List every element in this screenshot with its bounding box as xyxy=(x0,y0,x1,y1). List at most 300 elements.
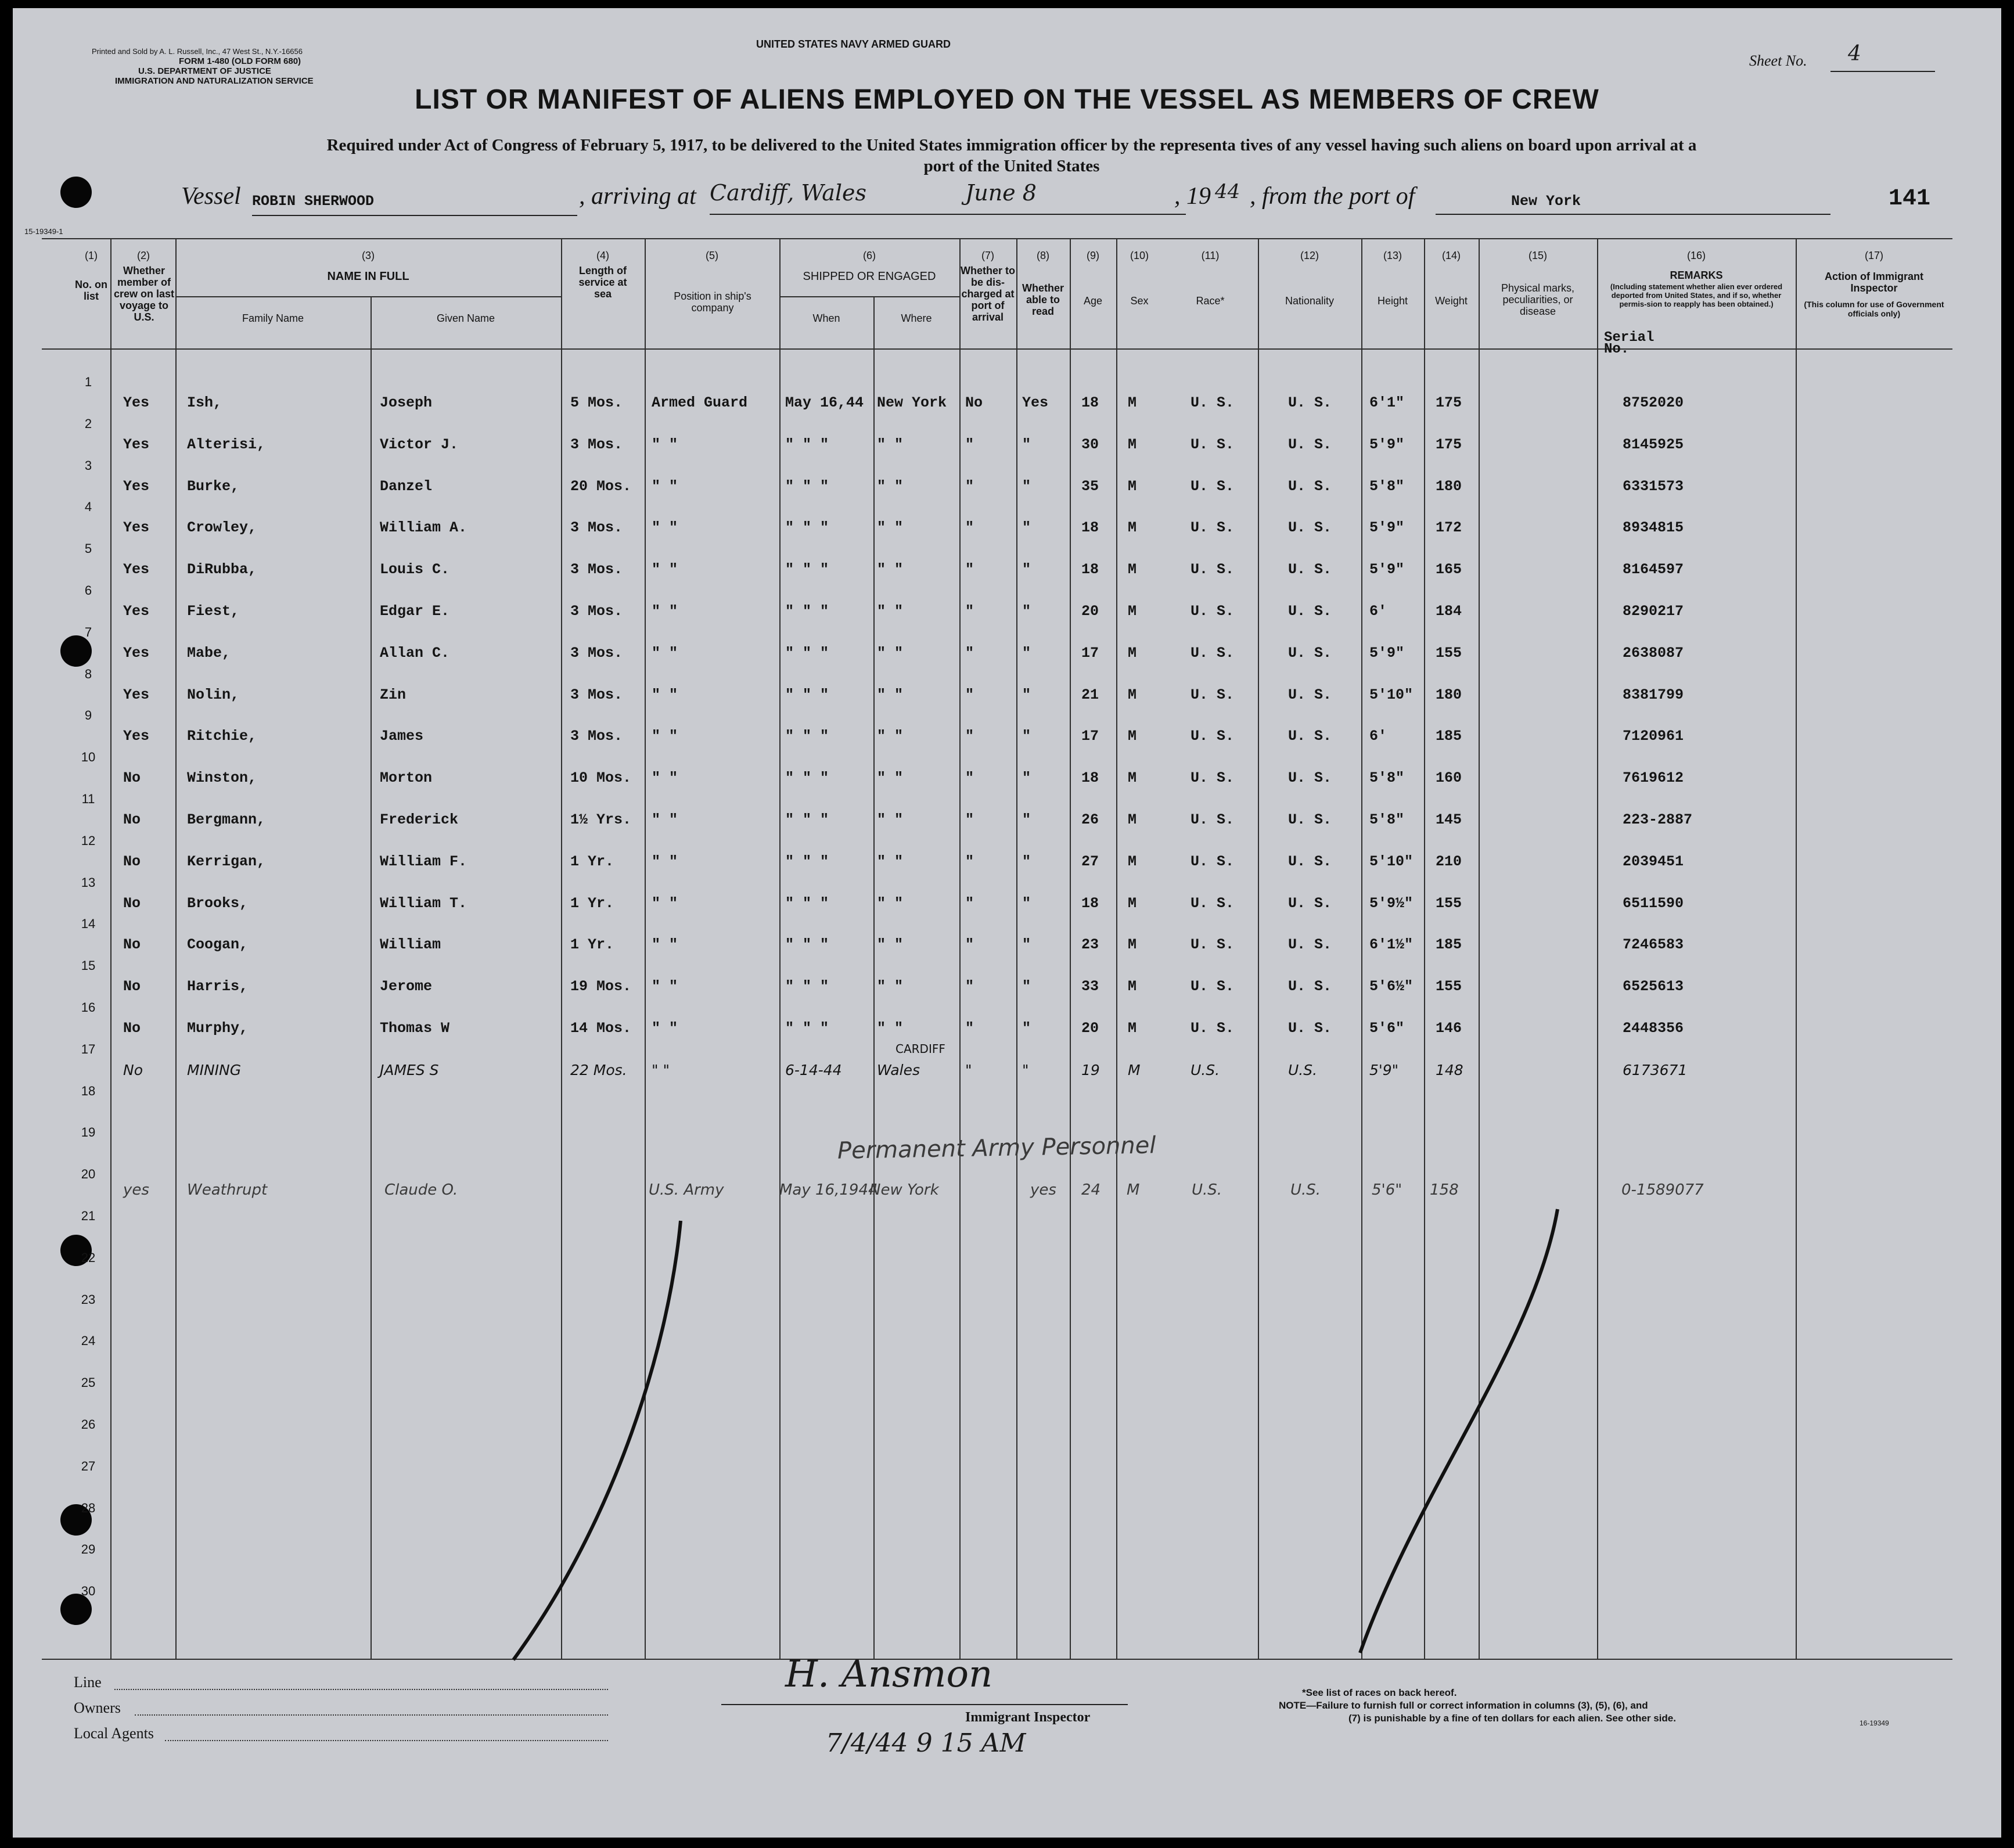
cell-discharged: " xyxy=(965,853,974,870)
cell-able-to-read: " xyxy=(1022,436,1031,453)
service-line: IMMIGRATION AND NATURALIZATION SERVICE xyxy=(115,76,314,86)
empty-row-number: 22 xyxy=(81,1250,96,1265)
strike-stroke-right xyxy=(1360,1209,1558,1653)
col8-header: Whether able to read xyxy=(1022,282,1064,317)
cell-able-to-read: " xyxy=(1022,770,1031,787)
cell-age: 18 xyxy=(1081,894,1099,912)
col10-header: Sex xyxy=(1130,295,1149,307)
cell-serial: 8164597 xyxy=(1623,561,1684,578)
cell-height: 5'10" xyxy=(1369,853,1414,870)
cell-service-length: 3 Mos. xyxy=(570,519,623,537)
cell-nationality: U. S. xyxy=(1288,603,1332,620)
empty-row-number: 26 xyxy=(81,1417,96,1432)
col4-header: Length of service at sea xyxy=(578,265,627,300)
cell-able-to-read: " xyxy=(1022,853,1031,870)
cell-age: 23 xyxy=(1081,936,1099,954)
col16-number: (16) xyxy=(1686,250,1706,261)
empty-row-number: 30 xyxy=(81,1584,96,1599)
cell-age: 18 xyxy=(1081,394,1099,411)
cell-family-name: Coogan, xyxy=(187,936,249,954)
cell-able-to-read: " xyxy=(1022,728,1031,745)
empty-row-number: 25 xyxy=(81,1375,96,1390)
empty-row-number: 24 xyxy=(81,1333,96,1349)
cell-position: " " xyxy=(652,436,678,453)
cell-age: 27 xyxy=(1081,853,1099,870)
cell-discharged: " xyxy=(965,686,974,703)
col16-note: (Including statement whether alien ever ordered deported from United States, and if so, whether permis-sion to reapply has been obtained.) xyxy=(1610,282,1783,308)
empty-row-number: 28 xyxy=(81,1500,96,1515)
cell-weight: 155 xyxy=(1436,894,1462,912)
cell-race: U. S. xyxy=(1191,978,1235,995)
cell-service-length: 5 Mos. xyxy=(570,394,623,411)
from-port: New York xyxy=(1436,193,1830,215)
cell-height: 5'6½" xyxy=(1369,978,1414,995)
cell-shipped-when: " " " xyxy=(785,728,829,745)
pencil-cell-last: yes xyxy=(123,1181,149,1199)
cell-given-name: Thomas W xyxy=(380,1020,450,1037)
cell-weight: 145 xyxy=(1436,811,1462,828)
cell-service-length: 1 Yr. xyxy=(570,936,614,954)
cell-last-voyage: Yes xyxy=(123,603,150,620)
col11-header: Race* xyxy=(1196,295,1225,307)
line-label: Line xyxy=(74,1674,102,1691)
cell-position: " " xyxy=(652,603,678,620)
col7-number: (7) xyxy=(981,250,994,261)
cell-last-voyage: Yes xyxy=(123,477,150,495)
cell-shipped-when: " " " xyxy=(785,978,829,995)
cell-race: U. S. xyxy=(1191,1020,1235,1037)
cell-race: U. S. xyxy=(1191,561,1235,578)
cell-shipped-when: " " " xyxy=(785,811,829,828)
cell-serial: 6511590 xyxy=(1623,894,1684,912)
cell-weight: 146 xyxy=(1436,1020,1462,1037)
col6b-header: Where xyxy=(901,312,932,324)
cell-nationality: U.S. xyxy=(1288,1061,1318,1078)
cell-position: " " xyxy=(652,1061,670,1078)
cell-shipped-where: " " xyxy=(877,894,904,912)
cell-position: " " xyxy=(652,853,678,870)
cell-shipped-when: " " " xyxy=(785,603,829,620)
cell-race: U.S. xyxy=(1191,1061,1220,1078)
cell-row-number: 1 xyxy=(84,375,92,389)
cell-weight: 155 xyxy=(1436,978,1462,995)
cell-row-number: 12 xyxy=(81,833,96,848)
cell-shipped-when: " " " xyxy=(785,936,829,954)
cell-shipped-where: " " xyxy=(877,811,904,828)
cell-position: " " xyxy=(652,644,678,661)
cell-last-voyage: No xyxy=(123,1061,143,1078)
cell-shipped-when: " " " xyxy=(785,477,829,495)
cell-nationality: U. S. xyxy=(1288,978,1332,995)
cell-shipped-when: May 16,44 xyxy=(785,394,864,411)
cell-shipped-where: " " xyxy=(877,644,904,661)
cell-last-voyage: Yes xyxy=(123,728,150,745)
cell-age: 33 xyxy=(1081,978,1099,995)
cell-nationality: U. S. xyxy=(1288,770,1332,787)
cell-discharged: " xyxy=(965,894,974,912)
cell-height: 5'6" xyxy=(1369,1020,1405,1037)
cell-serial: 6331573 xyxy=(1623,477,1684,495)
agents-label: Local Agents xyxy=(74,1725,154,1742)
cell-able-to-read: " xyxy=(1022,1020,1031,1037)
cell-shipped-where: " " xyxy=(877,978,904,995)
department-line: U.S. DEPARTMENT OF JUSTICE xyxy=(138,66,271,76)
cell-discharged: " xyxy=(965,1061,972,1078)
cell-nationality: U. S. xyxy=(1288,853,1332,870)
inspector-title: Immigrant Inspector xyxy=(965,1710,1091,1725)
cell-age: 18 xyxy=(1081,561,1099,578)
cell-nationality: U. S. xyxy=(1288,644,1332,661)
cell-last-voyage: No xyxy=(123,936,141,954)
cell-nationality: U. S. xyxy=(1288,894,1332,912)
cell-family-name: Nolin, xyxy=(187,686,240,703)
cell-sex: M xyxy=(1128,477,1137,495)
cell-able-to-read: " xyxy=(1022,519,1031,537)
cell-family-name: Brooks, xyxy=(187,894,249,912)
cell-age: 20 xyxy=(1081,1020,1099,1037)
cell-race: U. S. xyxy=(1191,894,1235,912)
empty-row-number: 23 xyxy=(81,1292,96,1307)
col16-header: REMARKS xyxy=(1670,269,1723,281)
cell-family-name: Crowley, xyxy=(187,519,257,537)
cell-age: 17 xyxy=(1081,644,1099,661)
cell-service-length: 10 Mos. xyxy=(570,770,632,787)
cell-shipped-when: " " " xyxy=(785,561,829,578)
cell-sex: M xyxy=(1128,1020,1137,1037)
col5-number: (5) xyxy=(706,250,718,261)
cell-family-name: Kerrigan, xyxy=(187,853,266,870)
cell-shipped-when: " " " xyxy=(785,853,829,870)
cell-height: 5'9" xyxy=(1369,436,1405,453)
cell-discharged: " xyxy=(965,811,974,828)
cell-race: U. S. xyxy=(1191,436,1235,453)
col8-number: (8) xyxy=(1037,250,1049,261)
cell-discharged: " xyxy=(965,561,974,578)
cell-discharged: " xyxy=(965,936,974,954)
cell-serial: 2039451 xyxy=(1623,853,1684,870)
cell-sex: M xyxy=(1128,894,1137,912)
cell-position: " " xyxy=(652,519,678,537)
cell-race: U. S. xyxy=(1191,811,1235,828)
navy-stamp: UNITED STATES NAVY ARMED GUARD xyxy=(756,38,951,50)
cell-cardiff-note: CARDIFF xyxy=(895,1041,945,1056)
cell-family-name: Winston, xyxy=(187,770,257,787)
cell-given-name: Frederick xyxy=(380,811,459,828)
cell-serial: 7619612 xyxy=(1623,770,1684,787)
cell-sex: M xyxy=(1128,644,1137,661)
cell-given-name: Morton xyxy=(380,770,433,787)
col9-number: (9) xyxy=(1087,250,1099,261)
sheet-number: 4 xyxy=(1830,42,1935,72)
col10-number: (10) xyxy=(1130,250,1149,261)
cell-weight: 175 xyxy=(1436,394,1462,411)
cell-discharged: " xyxy=(965,477,974,495)
cell-discharged: " xyxy=(965,1020,974,1037)
cell-family-name: MINING xyxy=(187,1061,242,1078)
cell-service-length: 3 Mos. xyxy=(570,686,623,703)
cell-discharged: " xyxy=(965,644,974,661)
cell-family-name: Fiest, xyxy=(187,603,240,620)
cell-weight: 165 xyxy=(1436,561,1462,578)
cell-family-name: DiRubba, xyxy=(187,561,257,578)
cell-last-voyage: Yes xyxy=(123,644,150,661)
cell-age: 26 xyxy=(1081,811,1099,828)
note-line-2: (7) is punishable by a fine of ten dollars for each alien. See other side. xyxy=(1348,1713,1676,1724)
cell-age: 21 xyxy=(1081,686,1099,703)
cell-row-number: 15 xyxy=(81,958,96,973)
cell-sex: M xyxy=(1128,436,1137,453)
cell-nationality: U. S. xyxy=(1288,436,1332,453)
cell-position: " " xyxy=(652,728,678,745)
cell-row-number: 17 xyxy=(81,1041,96,1056)
cell-race: U. S. xyxy=(1191,936,1235,954)
from-label: , from the port of xyxy=(1250,183,1415,210)
cell-family-name: Murphy, xyxy=(187,1020,249,1037)
cell-row-number: 3 xyxy=(84,458,92,473)
cell-age: 35 xyxy=(1081,477,1099,495)
cell-able-to-read: " xyxy=(1022,603,1031,620)
cell-shipped-where: Wales xyxy=(877,1061,920,1078)
pencil-cell-age: 24 xyxy=(1081,1181,1101,1199)
cell-height: 5'9" xyxy=(1369,1061,1399,1078)
year-suffix: 44 xyxy=(1215,180,1240,203)
cell-race: U. S. xyxy=(1191,394,1235,411)
cell-shipped-where: " " xyxy=(877,853,904,870)
cell-serial: 7246583 xyxy=(1623,936,1684,954)
cell-family-name: Alterisi, xyxy=(187,436,266,453)
cell-given-name: Edgar E. xyxy=(380,603,450,620)
cell-height: 5'9" xyxy=(1369,644,1405,661)
cell-weight: 185 xyxy=(1436,936,1462,954)
cell-position: " " xyxy=(652,561,678,578)
cell-sex: M xyxy=(1128,561,1137,578)
cell-discharged: " xyxy=(965,436,974,453)
cell-race: U. S. xyxy=(1191,519,1235,537)
arriving-place: Cardiff, Wales xyxy=(710,180,954,215)
cell-nationality: U. S. xyxy=(1288,728,1332,745)
vessel-label: Vessel xyxy=(181,183,241,210)
cell-shipped-where: " " xyxy=(877,770,904,787)
inspector-signature: H. Ansmon xyxy=(785,1653,993,1696)
col14-header: Weight xyxy=(1435,295,1468,307)
cell-given-name: Danzel xyxy=(380,477,433,495)
cell-able-to-read: Yes xyxy=(1022,394,1049,411)
cell-shipped-where: " " xyxy=(877,477,904,495)
cell-given-name: James xyxy=(380,728,424,745)
cell-family-name: Mabe, xyxy=(187,644,231,661)
cell-shipped-where: " " xyxy=(877,728,904,745)
requirement-line-2: port of the United States xyxy=(923,157,1100,175)
cell-weight: 180 xyxy=(1436,686,1462,703)
col11-number: (11) xyxy=(1201,250,1220,261)
cell-row-number: 5 xyxy=(84,541,92,556)
cell-shipped-when: 6-14-44 xyxy=(785,1061,842,1078)
cell-row-number: 13 xyxy=(81,875,96,890)
cell-age: 18 xyxy=(1081,519,1099,537)
col4-number: (4) xyxy=(596,250,609,261)
pencil-cell-given: Claude O. xyxy=(384,1181,458,1199)
owners-field xyxy=(135,1714,608,1716)
cell-service-length: 3 Mos. xyxy=(570,603,623,620)
cell-able-to-read: " xyxy=(1022,561,1031,578)
cell-discharged: " xyxy=(965,728,974,745)
year-prefix: , 19 xyxy=(1174,183,1211,210)
requirement-line-1: Required under Act of Congress of February 5, 1917, to be delivered to the United States immigration officer by the representa tives of any vessel having such aliens on board upon arrival at a xyxy=(326,136,1697,154)
cell-shipped-where: " " xyxy=(877,603,904,620)
empty-row-number: 20 xyxy=(81,1167,96,1182)
cell-row-number: 9 xyxy=(84,708,92,723)
cell-last-voyage: No xyxy=(123,853,141,870)
cell-shipped-when: " " " xyxy=(785,436,829,453)
cell-last-voyage: No xyxy=(123,770,141,787)
cell-age: 18 xyxy=(1081,770,1099,787)
cell-nationality: U. S. xyxy=(1288,561,1332,578)
cell-weight: 172 xyxy=(1436,519,1462,537)
agents-field xyxy=(165,1740,608,1741)
cell-given-name: William A. xyxy=(380,519,467,537)
cell-age: 20 xyxy=(1081,603,1099,620)
pencil-cell-read: yes xyxy=(1030,1181,1056,1199)
cell-position: " " xyxy=(652,811,678,828)
pencil-annotation: Permanent Army Personnel xyxy=(837,1132,1156,1164)
cell-last-voyage: No xyxy=(123,1020,141,1037)
cell-serial: 8381799 xyxy=(1623,686,1684,703)
cell-given-name: Jerome xyxy=(380,978,433,995)
cell-nationality: U. S. xyxy=(1288,936,1332,954)
cell-nationality: U. S. xyxy=(1288,686,1332,703)
empty-row-number: 27 xyxy=(81,1458,96,1473)
cell-position: " " xyxy=(652,894,678,912)
form-line: FORM 1-480 (OLD FORM 680) xyxy=(179,56,301,66)
col3b-header: Given Name xyxy=(436,312,495,324)
col3-header: NAME IN FULL xyxy=(327,270,409,283)
cell-shipped-where: " " xyxy=(877,519,904,537)
cell-row-number: 4 xyxy=(84,499,92,515)
cell-family-name: Ish, xyxy=(187,394,222,411)
cell-service-length: 14 Mos. xyxy=(570,1020,632,1037)
cell-serial: 8934815 xyxy=(1623,519,1684,537)
cell-able-to-read: " xyxy=(1022,936,1031,954)
cell-last-voyage: Yes xyxy=(123,436,150,453)
cell-sex: M xyxy=(1128,978,1137,995)
cell-weight: 210 xyxy=(1436,853,1462,870)
col13-header: Height xyxy=(1377,295,1408,307)
cell-service-length: 3 Mos. xyxy=(570,561,623,578)
cell-row-number: 8 xyxy=(84,666,92,681)
page-title: LIST OR MANIFEST OF ALIENS EMPLOYED ON THE VESSEL AS MEMBERS OF CREW xyxy=(415,84,1599,115)
cell-service-length: 3 Mos. xyxy=(570,644,623,661)
form-code-bottom: 16-19349 xyxy=(1860,1719,1889,1727)
col13-number: (13) xyxy=(1383,250,1402,261)
cell-shipped-when: " " " xyxy=(785,894,829,912)
cell-shipped-when: " " " xyxy=(785,519,829,537)
cell-serial: 223-2887 xyxy=(1623,811,1693,828)
cell-service-length: 3 Mos. xyxy=(570,728,623,745)
col3a-header: Family Name xyxy=(242,312,304,324)
cell-nationality: U. S. xyxy=(1288,519,1332,537)
strike-stroke-left xyxy=(513,1221,681,1660)
cell-last-voyage: Yes xyxy=(123,686,150,703)
owners-label: Owners xyxy=(74,1699,121,1716)
cell-service-length: 1½ Yrs. xyxy=(570,811,632,828)
cell-serial: 6173671 xyxy=(1623,1061,1688,1078)
cell-shipped-when: " " " xyxy=(785,686,829,703)
cell-discharged: " xyxy=(965,603,974,620)
cell-weight: 175 xyxy=(1436,436,1462,453)
pencil-cell-serial: 0-1589077 xyxy=(1621,1181,1704,1199)
cell-given-name: Zin xyxy=(380,686,407,703)
cell-row-number: 7 xyxy=(84,624,92,639)
cell-given-name: JAMES S xyxy=(380,1061,439,1078)
cell-weight: 185 xyxy=(1436,728,1462,745)
col15-header: Physical marks, peculiarities, or disease xyxy=(1501,282,1575,317)
cell-shipped-where: " " xyxy=(877,436,904,453)
cell-row-number: 16 xyxy=(81,1000,96,1015)
cell-row-number: 6 xyxy=(84,583,92,598)
col5-header: Position in ship's company xyxy=(674,290,751,314)
cell-discharged: " xyxy=(965,519,974,537)
cell-family-name: Ritchie, xyxy=(187,728,257,745)
cell-race: U. S. xyxy=(1191,770,1235,787)
cell-last-voyage: No xyxy=(123,894,141,912)
cell-nationality: U. S. xyxy=(1288,477,1332,495)
vessel-name: ROBIN SHERWOOD xyxy=(252,193,577,216)
cell-service-length: 22 Mos. xyxy=(570,1061,627,1078)
col2-number: (2) xyxy=(137,250,150,261)
cell-given-name: Joseph xyxy=(380,394,433,411)
col14-number: (14) xyxy=(1441,250,1461,261)
cell-last-voyage: Yes xyxy=(123,561,150,578)
pencil-cell-sex: M xyxy=(1127,1181,1140,1199)
pencil-cell-where: New York xyxy=(869,1181,939,1199)
cell-given-name: Allan C. xyxy=(380,644,450,661)
cell-race: U. S. xyxy=(1191,477,1235,495)
cell-serial: 6525613 xyxy=(1623,978,1684,995)
cell-nationality: U. S. xyxy=(1288,811,1332,828)
col7-header: Whether to be dis-charged at port of arrival xyxy=(961,265,1015,323)
cell-sex: M xyxy=(1128,686,1137,703)
empty-row-number: 21 xyxy=(81,1209,96,1223)
cell-shipped-when: " " " xyxy=(785,1020,829,1037)
cell-weight: 184 xyxy=(1436,603,1462,620)
note-races: *See list of races on back hereof. xyxy=(1302,1687,1457,1698)
col12-header: Nationality xyxy=(1285,295,1335,307)
pencil-cell-weight: 158 xyxy=(1430,1181,1459,1199)
cell-position: " " xyxy=(652,686,678,703)
cell-race: U. S. xyxy=(1191,853,1235,870)
form-code-top: 15-19349-1 xyxy=(24,227,63,236)
cell-age: 17 xyxy=(1081,728,1099,745)
cell-family-name: Bergmann, xyxy=(187,811,266,828)
cell-shipped-where: " " xyxy=(877,686,904,703)
pencil-cell-race: U.S. xyxy=(1192,1181,1222,1199)
cell-sex: M xyxy=(1128,394,1137,411)
cell-height: 5'10" xyxy=(1369,686,1414,703)
cell-height: 5'8" xyxy=(1369,811,1405,828)
cell-able-to-read: " xyxy=(1022,686,1031,703)
cell-service-length: 1 Yr. xyxy=(570,894,614,912)
cell-able-to-read: " xyxy=(1022,1061,1029,1078)
cell-able-to-read: " xyxy=(1022,644,1031,661)
cell-family-name: Burke, xyxy=(187,477,240,495)
cell-position: " " xyxy=(652,1020,678,1037)
cell-race: U. S. xyxy=(1191,686,1235,703)
cell-given-name: Louis C. xyxy=(380,561,450,578)
cell-sex: M xyxy=(1128,603,1137,620)
cell-able-to-read: " xyxy=(1022,978,1031,995)
col6-number: (6) xyxy=(863,250,876,261)
cell-serial: 8290217 xyxy=(1623,603,1684,620)
